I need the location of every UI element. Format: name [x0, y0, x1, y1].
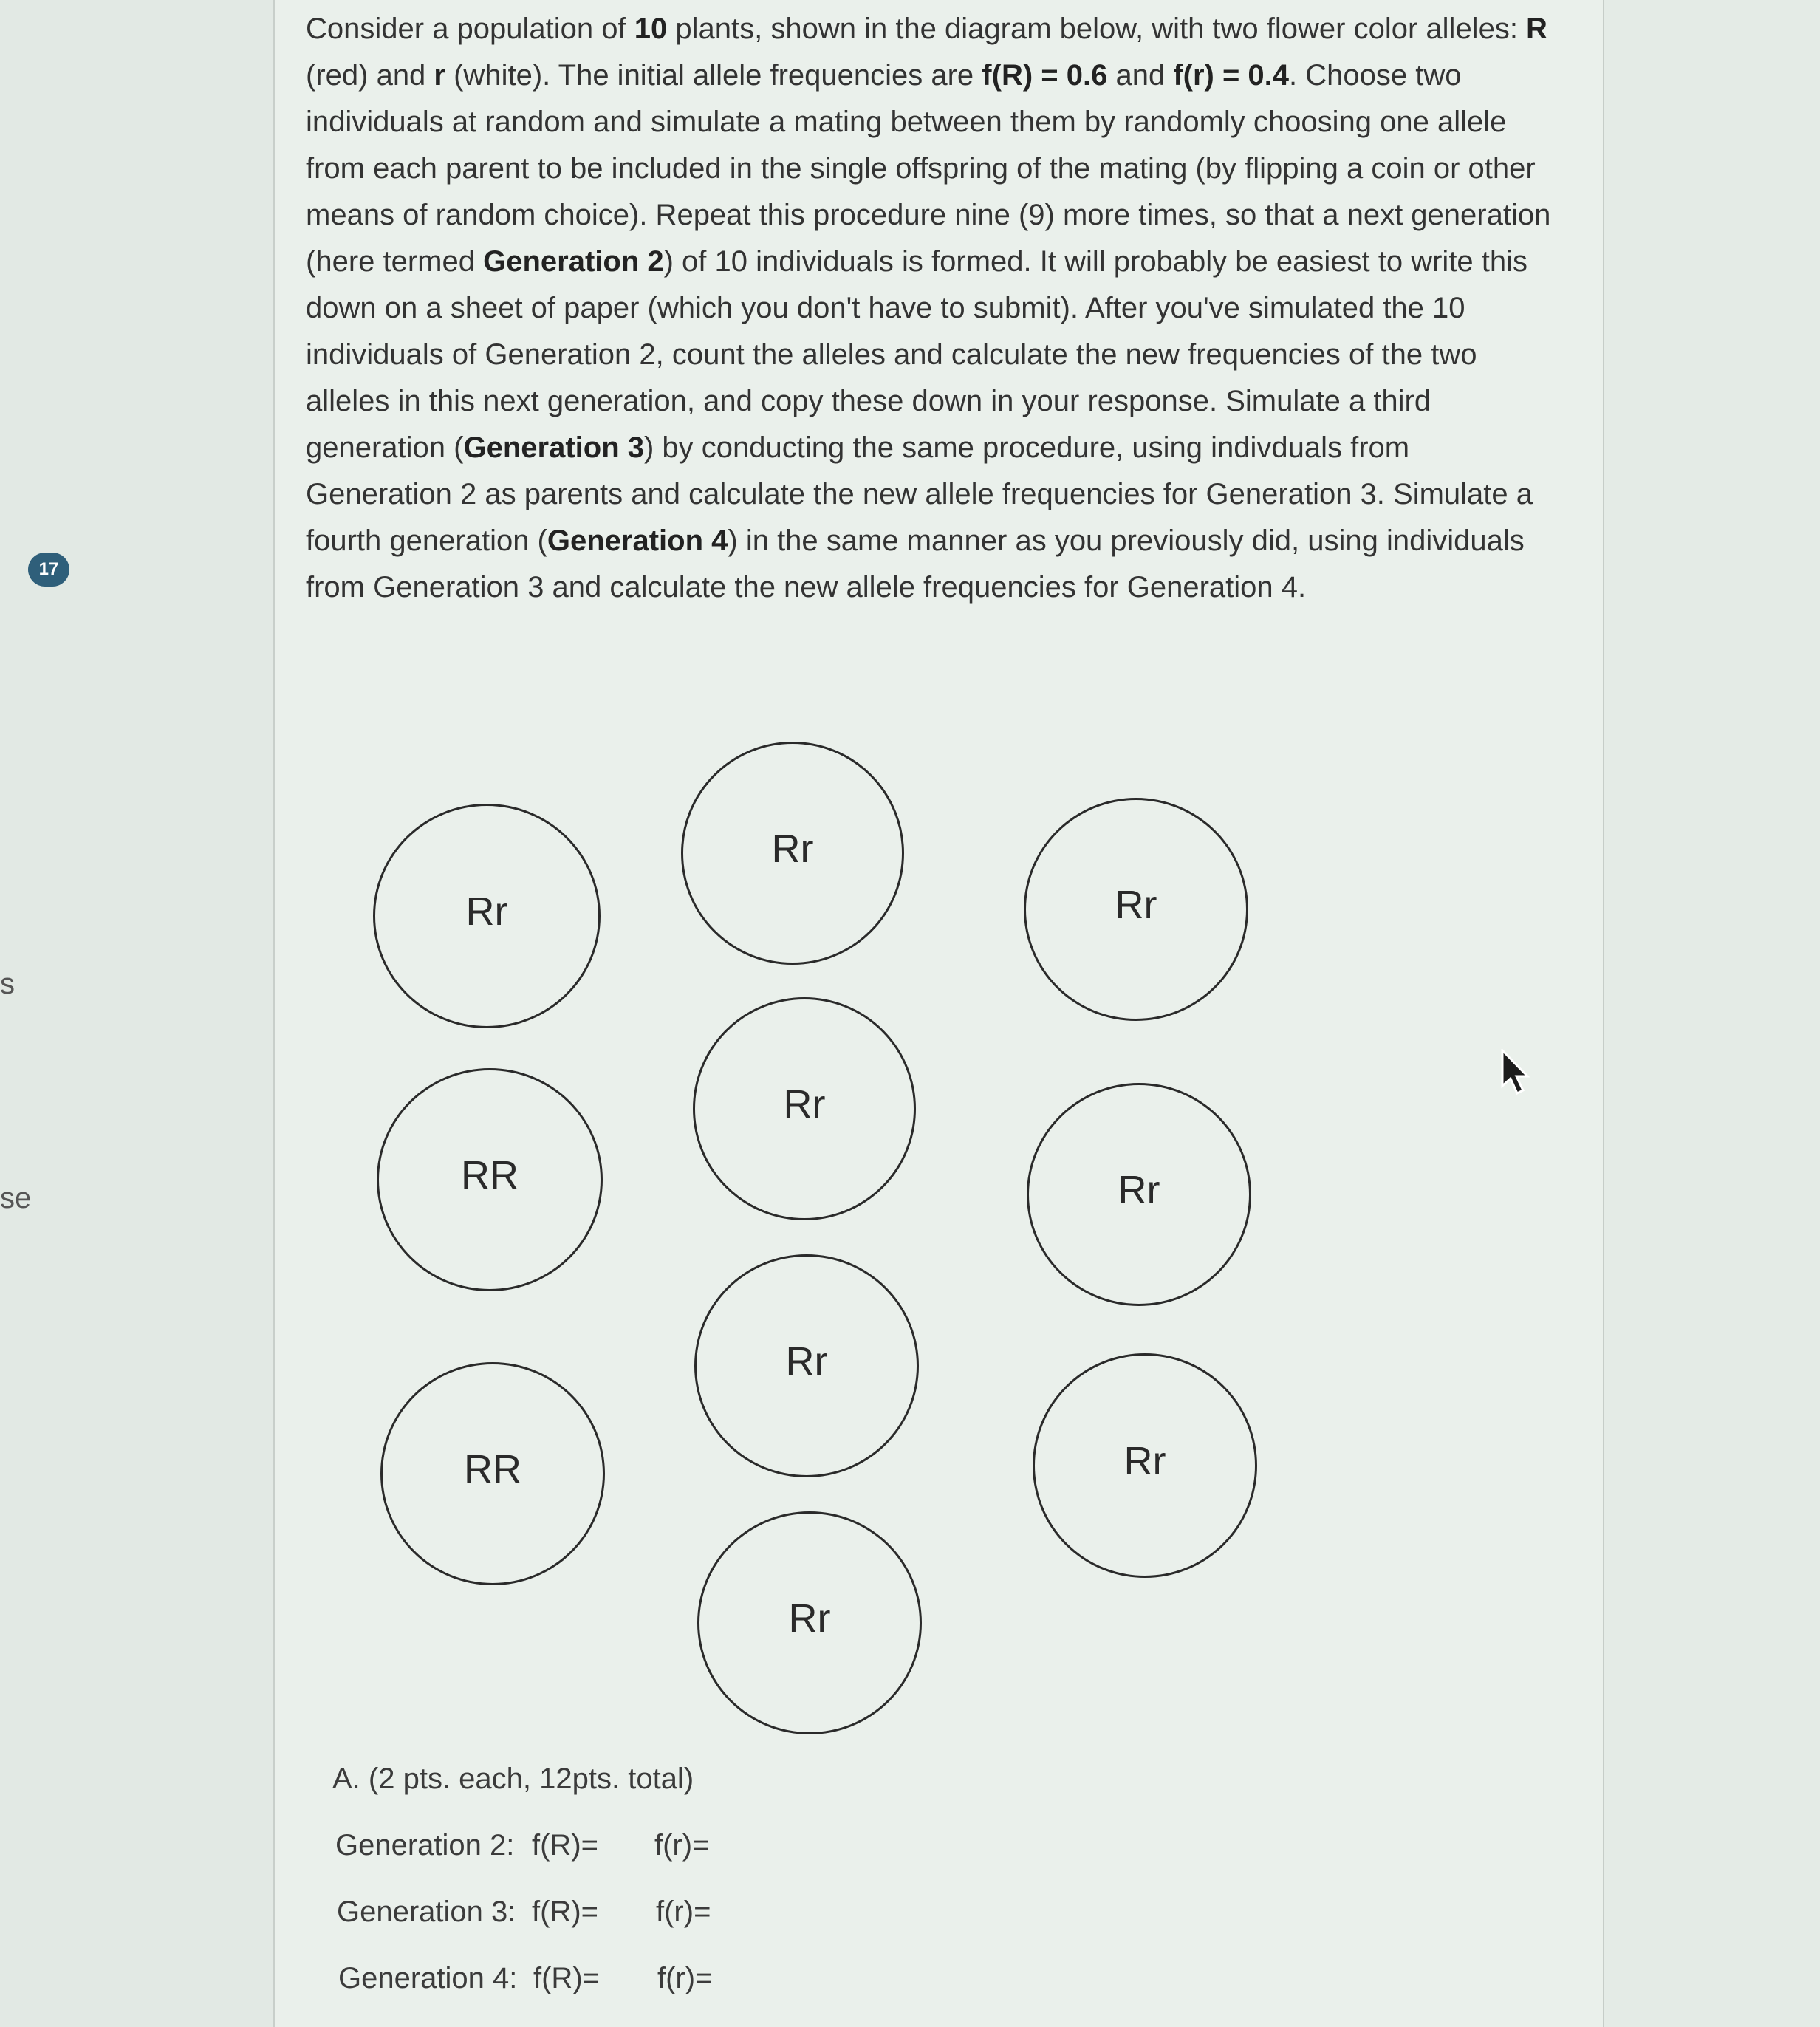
answer-fr-field[interactable]: f(r)= — [657, 1962, 713, 1994]
question-text: Consider a population of 10 plants, shown in the diagram below, with two flower color alleles: R (red) and r (white). The initial allele frequencies are f(R) = 0.6 and f(r) = 0.4. Choose two individuals at random and simulate a mating between them by randomly choosing one allele from each parent to be included in the single offspring of the mating (by flipping a coin or other means of random choice). Repeat this procedure nine (9) more times, so that a next generation (here termed Generation 2) of 10 individuals is formed. It will probably be easiest to write this down on a sheet of paper (which you don't have to submit). After you've simulated the 10 individuals of Generation 2, count the alleles and calculate the new frequencies of the two alleles in this next generation, and copy these down in your response. Simulate a third generation (Generation 3) by conducting the same procedure, using indivduals from Generation 2 as parents and calculate the new allele frequencies for Generation 3. Simulate a fourth generation (Generation 4) in the same manner as you previously did, using individuals from Generation 3 and calculate the new allele frequencies for Generation 4. — [306, 13, 1551, 604]
answer-fR-field[interactable]: f(R)= — [532, 1829, 598, 1862]
answer-fr-field[interactable]: f(r)= — [656, 1896, 711, 1928]
plant-circle: Rr — [1024, 798, 1248, 1021]
gutter-partial-text: se — [0, 1182, 32, 1214]
panel-border — [1603, 0, 1604, 2027]
answer-row-label: Generation 3: — [337, 1896, 516, 1928]
plant-circle: Rr — [1033, 1353, 1257, 1578]
left-gutter — [0, 0, 273, 2027]
mouse-pointer-icon — [1499, 1049, 1533, 1100]
answer-fR-field[interactable]: f(R)= — [532, 1896, 598, 1928]
answer-row-label: Generation 2: — [335, 1829, 515, 1862]
answer-heading: A. (2 pts. each, 12pts. total) — [332, 1763, 694, 1795]
gutter-partial-text: s — [0, 968, 15, 1000]
plant-circle: Rr — [693, 997, 916, 1220]
plant-circle: Rr — [681, 742, 904, 965]
plant-circle: RR — [380, 1362, 605, 1585]
plant-circle: Rr — [1027, 1083, 1251, 1306]
question-number-badge[interactable]: 17 — [28, 553, 69, 587]
answer-fR-field[interactable]: f(R)= — [533, 1962, 600, 1994]
answer-row-label: Generation 4: — [338, 1962, 518, 1994]
plant-circle: RR — [377, 1068, 603, 1291]
plant-circle: Rr — [373, 804, 601, 1028]
plant-circle: Rr — [694, 1254, 919, 1477]
plant-circle: Rr — [697, 1511, 922, 1734]
answer-fr-field[interactable]: f(r)= — [654, 1829, 710, 1862]
